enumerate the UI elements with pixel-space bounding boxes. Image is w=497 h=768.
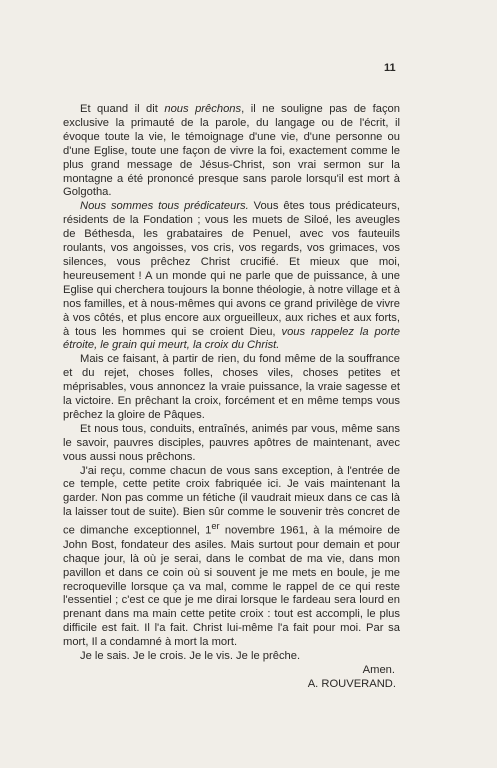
author-signature: A. ROUVERAND. <box>307 677 396 690</box>
text-run: Mais ce faisant, à partir de rien, du fond même de la souffrance et du rejet, choses folles, choses viles, choses petites et méprisables, vous annoncez la vraie puissance, la vraie sagesse et la victoire. En prêchant la croix, forcément et en même temps vous prêchez la gloire de Pâques. <box>63 353 400 421</box>
page-number: 11 <box>384 62 396 74</box>
text-run: , il ne souligne pas de façon exclusive la primauté de la parole, du langage ou de l'écrit, il évoque toute la vie, le témoignage d'une vie, d'une personne ou d'une Eglise, toute une façon de vivre la foi, exactement comme le plus grand message de Jésus-Christ, son vrai sermon sur la montagne a été prononcé presque sans parole lorsqu'il est mort à Golgotha. <box>63 103 400 199</box>
paragraph <box>63 200 400 353</box>
paragraph <box>63 103 400 200</box>
text-run: J'ai reçu, comme chacun de vous sans exception, à l'entrée de ce temple, cette petite croix fabriquée ici. Je vais maintenant la garder. Non pas comme un fétiche (il vaudrait mieux dans ce cas là la laisser tout de suite). Bien sûr comme le souvenir très concret de ce dimanche exceptionnel, 1 <box>63 464 400 537</box>
text-run: Et quand il dit <box>80 103 165 115</box>
text-run: Et nous tous, conduits, entraînés, animés par vous, même sans le savoir, pauvres disciples, pauvres apôtres de maintenant, avec vous aussi nous prêchons. <box>63 422 400 463</box>
paragraph <box>63 353 400 423</box>
closing-amen: Amen. <box>362 663 395 676</box>
text-run: Je le sais. Je le crois. Je le vis. Je le prêche. <box>80 650 301 663</box>
superscript: er <box>211 521 220 532</box>
paragraph <box>63 650 400 664</box>
paragraph <box>63 423 400 465</box>
italic-text-run: Nous sommes tous prédicateurs. <box>80 200 249 213</box>
body-text <box>63 103 400 692</box>
text-run: novembre 1961, à la mémoire de John Bost, fondateur des asiles. Mais surtout pour demain et pour chaque jour, là où je serai, dans le combat de ma vie, dans mon pavillon et dans ce coin où si souvent je me mets en boule, je me recroqueville lorsque ça va mal, comme le rappel de ce qui reste l'essentiel ; c'est ce que je me dirai lorsque le fardeau sera lourd en prenant dans ma main cette petite croix : tout est accompli, le plus difficile est fait. Il l'a fait. Christ lui-même l'a fait pour moi. Par sa mort, Il a condamné à mort la mort. <box>63 524 400 649</box>
text-run: Vous êtes tous prédicateurs, résidents de la Fondation ; vous les muets de Siloé, les aveugles de Béthesda, les grabataires de Penuel, avec vos fauteuils roulants, vos angoisses, vos cris, vos regards, vos grimaces, vos silences, vous prêchez Christ crucifié. Et mieux que moi, heureusement ! A un monde qui ne parle que de puissance, à une Eglise qui cherchera toujours la bonne théologie, à notre village et à nos familles, et à nous-mêmes qui avons ce grand privilège de vivre à vos côtés, et plus encore aux orgueilleux, aux riches et aux forts, à tous les hommes qui se croient Dieu, <box>63 200 401 338</box>
italic-text-run: nous prêchons <box>164 103 242 115</box>
paragraph <box>63 465 400 651</box>
italic-text-run: vous rappelez la porte étroite, le grain qui meurt, la croix du Christ. <box>63 325 401 352</box>
